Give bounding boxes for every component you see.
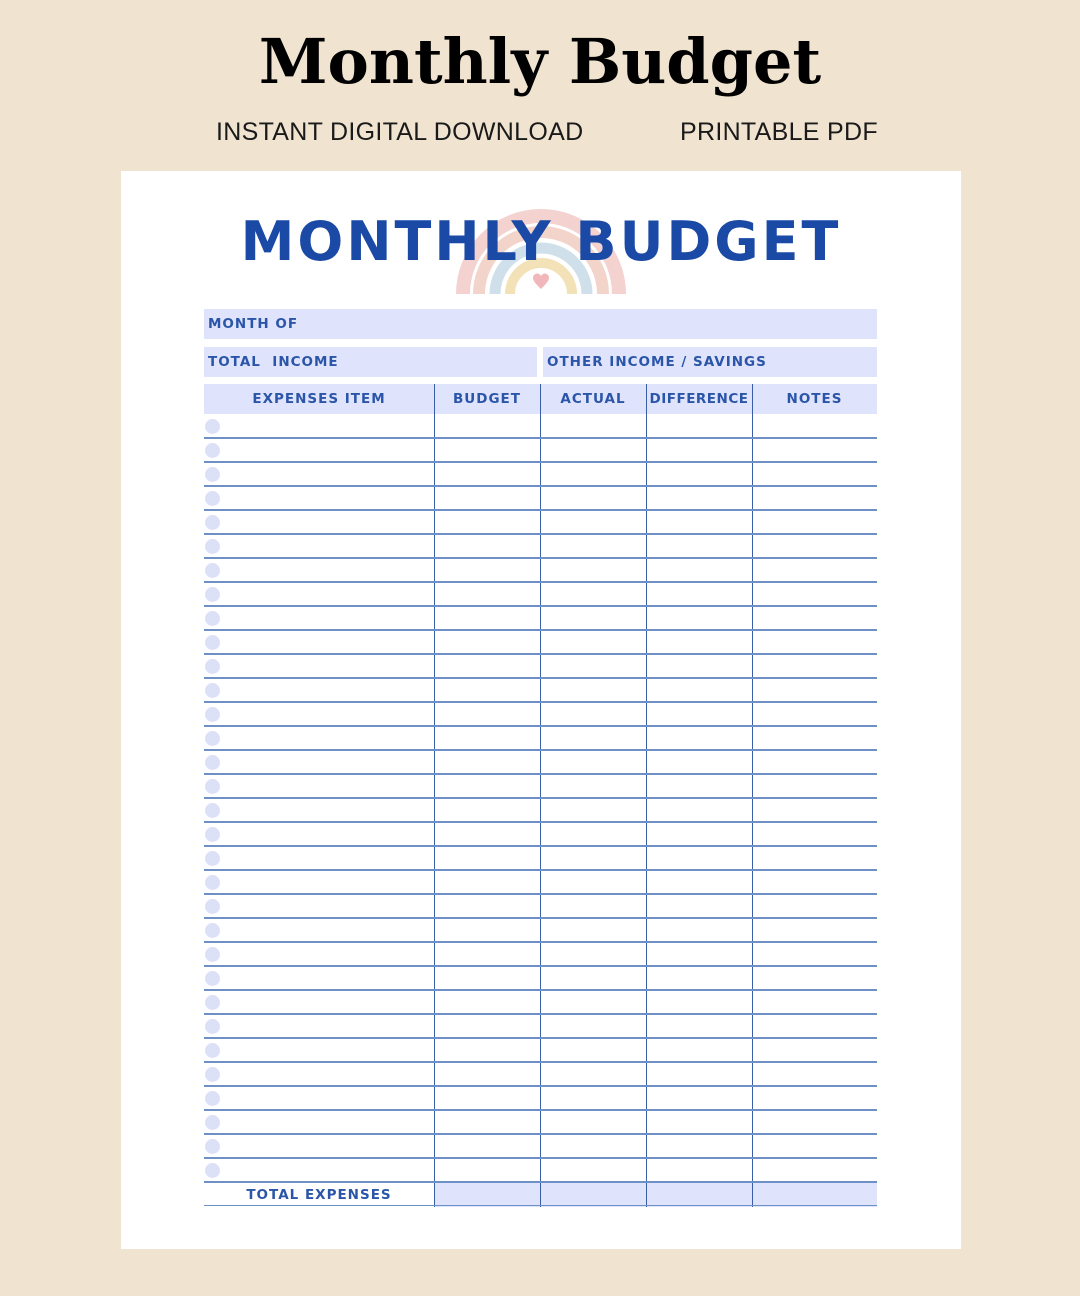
row-rule — [204, 797, 877, 798]
row-rule — [204, 677, 877, 678]
row-bullet[interactable] — [205, 443, 220, 458]
row-bullet[interactable] — [205, 419, 220, 434]
instant-download-tag: INSTANT DIGITAL DOWNLOAD — [216, 118, 584, 146]
row-bullet[interactable] — [205, 1043, 220, 1058]
row-rule — [204, 989, 877, 990]
month-of-label: MONTH OF — [208, 316, 299, 332]
column-divider — [540, 384, 542, 1207]
row-rule — [204, 869, 877, 870]
total-expenses-label: TOTAL EXPENSES — [246, 1187, 392, 1203]
row-rule — [204, 821, 877, 822]
column-header-notes: NOTES — [752, 384, 877, 414]
row-bullet[interactable] — [205, 1139, 220, 1154]
row-rule — [204, 965, 877, 966]
row-bullet[interactable] — [205, 683, 220, 698]
row-rule — [204, 509, 877, 510]
sheet-title: MONTHLY BUDGET — [240, 210, 842, 273]
row-bullet[interactable] — [205, 1067, 220, 1082]
row-rule — [204, 1157, 877, 1158]
row-bullet[interactable] — [205, 731, 220, 746]
table-bottom-rule — [204, 1205, 877, 1206]
row-rule — [204, 845, 877, 846]
row-bullet[interactable] — [205, 587, 220, 602]
row-bullet[interactable] — [205, 467, 220, 482]
row-rule — [204, 581, 877, 582]
row-rule — [204, 605, 877, 606]
total-budget-cell[interactable] — [435, 1183, 540, 1207]
column-header-budget: BUDGET — [434, 384, 540, 414]
total-difference-cell[interactable] — [647, 1183, 752, 1207]
row-rule — [204, 1061, 877, 1062]
row-bullet[interactable] — [205, 1019, 220, 1034]
budget-sheet — [121, 171, 961, 1249]
row-bullet[interactable] — [205, 1115, 220, 1130]
row-bullet[interactable] — [205, 779, 220, 794]
total-income-field[interactable] — [204, 347, 537, 377]
row-rule — [204, 557, 877, 558]
total-notes-cell[interactable] — [753, 1183, 877, 1207]
row-rule — [204, 941, 877, 942]
row-rule — [204, 725, 877, 726]
row-rule — [204, 1109, 877, 1110]
row-bullet[interactable] — [205, 1091, 220, 1106]
column-divider — [752, 384, 754, 1207]
row-bullet[interactable] — [205, 539, 220, 554]
row-bullet[interactable] — [205, 659, 220, 674]
row-bullet[interactable] — [205, 491, 220, 506]
row-rule — [204, 917, 877, 918]
row-bullet[interactable] — [205, 923, 220, 938]
total-income-label: TOTAL INCOME — [208, 354, 339, 370]
other-income-label: OTHER INCOME / SAVINGS — [547, 354, 767, 370]
column-header-actual: ACTUAL — [540, 384, 646, 414]
row-rule — [204, 1037, 877, 1038]
column-divider — [646, 384, 648, 1207]
row-rule — [204, 893, 877, 894]
row-rule — [204, 485, 877, 486]
row-bullet[interactable] — [205, 635, 220, 650]
row-bullet[interactable] — [205, 563, 220, 578]
row-bullet[interactable] — [205, 1163, 220, 1178]
row-bullet[interactable] — [205, 875, 220, 890]
row-bullet[interactable] — [205, 971, 220, 986]
printable-pdf-tag: PRINTABLE PDF — [680, 118, 878, 146]
row-rule — [204, 773, 877, 774]
row-bullet[interactable] — [205, 611, 220, 626]
row-rule — [204, 1133, 877, 1134]
row-bullet[interactable] — [205, 851, 220, 866]
row-rule — [204, 1085, 877, 1086]
row-rule — [204, 629, 877, 630]
row-bullet[interactable] — [205, 947, 220, 962]
row-rule — [204, 461, 877, 462]
row-rule — [204, 533, 877, 534]
row-rule — [204, 701, 877, 702]
month-of-field[interactable] — [204, 309, 877, 339]
row-bullet[interactable] — [205, 515, 220, 530]
row-bullet[interactable] — [205, 803, 220, 818]
column-divider — [434, 384, 436, 1207]
column-header-difference: DIFFERENCE — [646, 384, 752, 414]
row-rule — [204, 1181, 877, 1182]
row-bullet[interactable] — [205, 707, 220, 722]
row-rule — [204, 437, 877, 438]
row-bullet[interactable] — [205, 755, 220, 770]
row-bullet[interactable] — [205, 899, 220, 914]
column-header-expenses-item: EXPENSES ITEM — [204, 384, 434, 414]
row-bullet[interactable] — [205, 827, 220, 842]
other-income-field[interactable] — [543, 347, 877, 377]
row-rule — [204, 1013, 877, 1014]
row-bullet[interactable] — [205, 995, 220, 1010]
row-rule — [204, 653, 877, 654]
product-headline: Monthly Budget — [258, 25, 822, 98]
expenses-table — [204, 384, 877, 1207]
total-actual-cell[interactable] — [541, 1183, 646, 1207]
row-rule — [204, 749, 877, 750]
